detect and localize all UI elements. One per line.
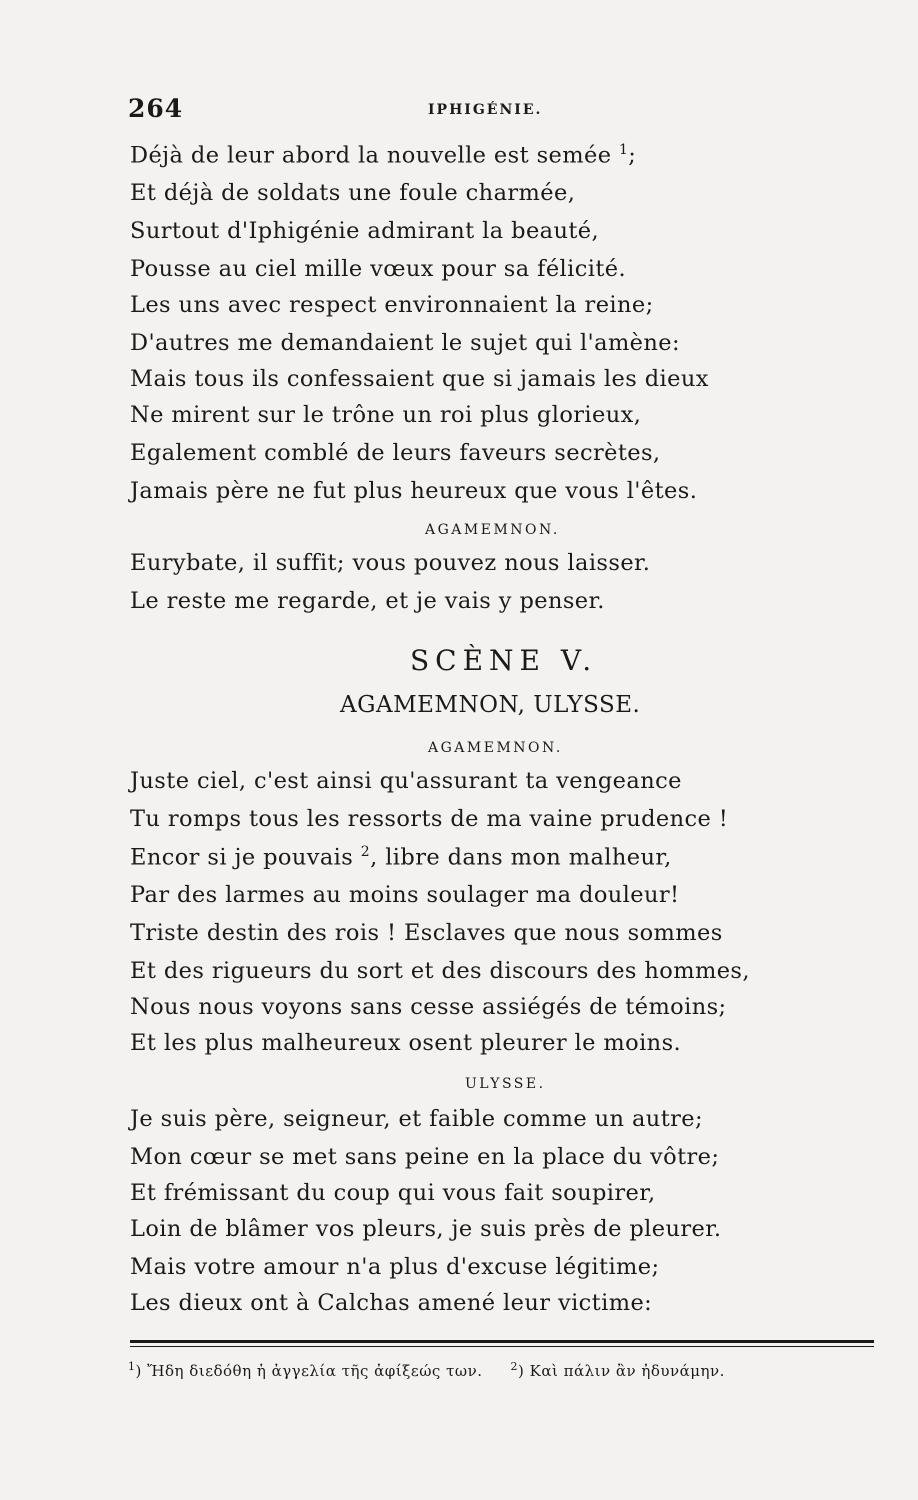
verse-line: Tu romps tous les ressorts de ma vaine prudence ! bbox=[130, 806, 729, 832]
footnote-rule-thin bbox=[130, 1346, 874, 1347]
speaker-name: AGAMEMNON. bbox=[425, 522, 560, 538]
verse-line: Mais tous ils confessaient que si jamais les dieux bbox=[130, 366, 709, 392]
footnote-ref: 1 bbox=[618, 142, 629, 158]
verse-line: Les dieux ont à Calchas amené leur victime: bbox=[130, 1290, 653, 1316]
verse-line: Mon cœur se met sans peine en la place du vôtre; bbox=[130, 1144, 720, 1170]
verse-line: Nous nous voyons sans cesse assiégés de témoins; bbox=[130, 994, 727, 1020]
verse-line: Eurybate, il suffit; vous pouvez nous laisser. bbox=[130, 550, 651, 576]
verse-line: Déjà de leur abord la nouvelle est semée $^1$; bbox=[130, 142, 637, 169]
verse-line: Et déjà de soldats une foule charmée, bbox=[130, 180, 576, 206]
verse-line: Mais votre amour n'a plus d'excuse légitime; bbox=[130, 1254, 660, 1280]
footnote-rule bbox=[130, 1340, 874, 1343]
verse-line: Juste ciel, c'est ainsi qu'assurant ta vengeance bbox=[130, 768, 682, 794]
speaker-name: ULYSSE. bbox=[465, 1076, 546, 1092]
page-number: 264 bbox=[128, 94, 184, 123]
scene-title: SCÈNE V. bbox=[410, 644, 598, 677]
footnote-2: $^2$) Καὶ πάλιν ἂν ἠδυνάμην. bbox=[510, 1360, 725, 1380]
verse-line: Jamais père ne fut plus heureux que vous l'êtes. bbox=[130, 478, 698, 504]
verse-line: Le reste me regarde, et je vais y penser. bbox=[130, 588, 605, 614]
verse-line: D'autres me demandaient le sujet qui l'amène: bbox=[130, 330, 680, 356]
verse-line: Triste destin des rois ! Esclaves que nous sommes bbox=[130, 920, 723, 946]
verse-line: Je suis père, seigneur, et faible comme un autre; bbox=[130, 1106, 703, 1132]
verse-line: Et les plus malheureux osent pleurer le moins. bbox=[130, 1030, 682, 1056]
speaker-name: AGAMEMNON. bbox=[428, 740, 563, 756]
verse-line: Surtout d'Iphigénie admirant la beauté, bbox=[130, 218, 600, 244]
page-header bbox=[128, 94, 878, 128]
verse-line: Et frémissant du coup qui vous fait soupirer, bbox=[130, 1180, 656, 1206]
footnote-1: $^1$) Ἤδη διεδόθη ἡ ἀγγελία τῆς ἀφίξεώς των. bbox=[128, 1360, 483, 1380]
footnote-ref: 2 bbox=[360, 844, 371, 860]
verse-line: Egalement comblé de leurs faveurs secrètes, bbox=[130, 440, 661, 466]
running-title: IPHIGÉNIE. bbox=[428, 102, 543, 118]
verse-line: Encor si je pouvais $^2$, libre dans mon malheur, bbox=[130, 844, 672, 871]
verse-line: Loin de blâmer vos pleurs, je suis près de pleurer. bbox=[130, 1216, 722, 1242]
scene-characters: AGAMEMNON, ULYSSE. bbox=[340, 692, 641, 718]
verse-line: Pousse au ciel mille vœux pour sa félicité. bbox=[130, 256, 627, 282]
footnotes bbox=[128, 1360, 725, 1380]
verse-line: Et des rigueurs du sort et des discours des hommes, bbox=[130, 958, 750, 984]
verse-line: Les uns avec respect environnaient la reine; bbox=[130, 292, 654, 318]
verse-line: Ne mirent sur le trône un roi plus glorieux, bbox=[130, 402, 642, 428]
verse-line: Par des larmes au moins soulager ma douleur! bbox=[130, 882, 680, 908]
